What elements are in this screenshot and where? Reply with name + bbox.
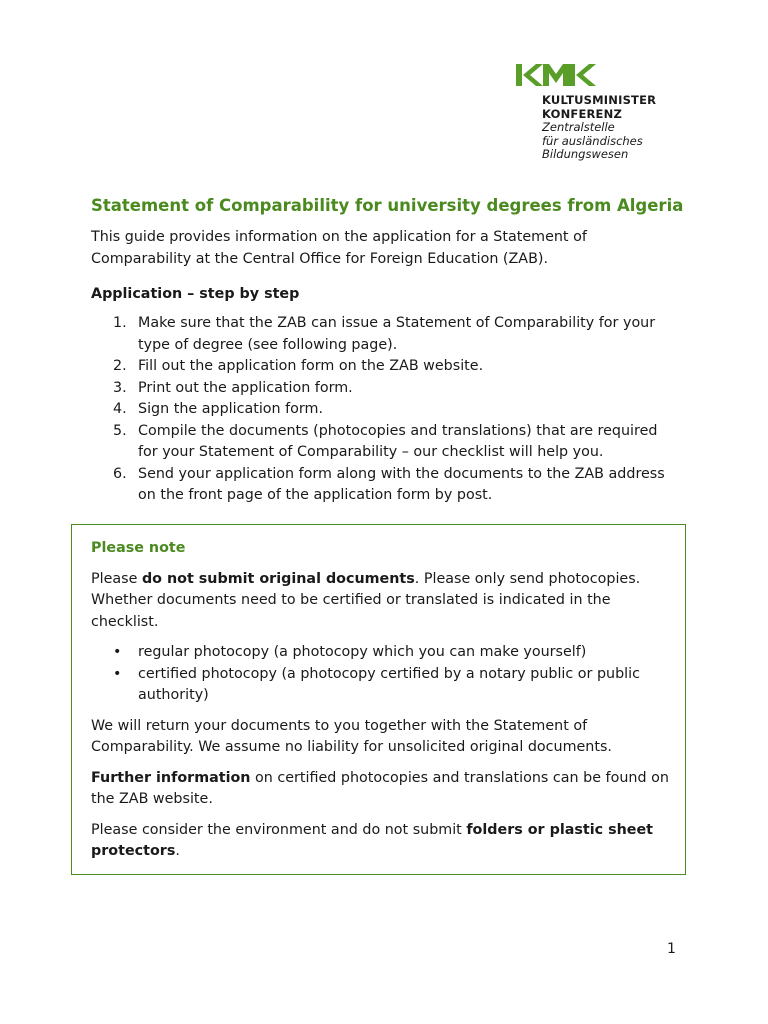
- page-number: 1: [667, 941, 676, 957]
- note-title: Please note: [91, 540, 186, 556]
- note-paragraph-originals: [91, 569, 676, 634]
- list-item: [91, 378, 681, 400]
- note-paragraph-return: We will return your documents to you together with the Statement of Comparability. We assume no liability for unsolicited original documents.: [91, 717, 612, 755]
- note-p3-bold: Further information: [91, 769, 251, 786]
- note-content: [91, 538, 676, 872]
- note-bullet-list: [91, 642, 676, 707]
- bullet-text: certified photocopy (a photocopy certified by a notary public or public authority): [138, 665, 640, 703]
- document-title: Statement of Comparability for university degrees from Algeria: [91, 196, 684, 215]
- step-number: 1.: [113, 315, 127, 331]
- kmk-logo: [516, 64, 657, 161]
- bullet-text: regular photocopy (a photocopy which you can make yourself): [138, 644, 587, 660]
- step-number: 2.: [113, 358, 127, 374]
- note-paragraph-further-info: [91, 768, 676, 811]
- step-text: Sign the application form.: [138, 401, 324, 417]
- step-number: 4.: [113, 401, 127, 417]
- note-p1-bold: do not submit original documents: [141, 570, 415, 587]
- step-text: Send your application form along with the documents to the ZAB address on the front page of the application form by post.: [138, 465, 665, 503]
- list-item: [91, 642, 676, 664]
- logo-line-auslaendisches: für ausländisches: [542, 133, 643, 148]
- please-note-box: [71, 524, 686, 875]
- step-number: 6.: [113, 465, 127, 482]
- logo-line-konferenz: KONFERENZ: [542, 106, 622, 121]
- note-p4-bold: folders or plastic sheet protectors: [91, 821, 653, 859]
- list-item: [91, 399, 681, 421]
- list-item: [91, 664, 676, 707]
- step-text: Fill out the application form on the ZAB website.: [138, 358, 484, 374]
- logo-line-kultusminister: KULTUSMINISTER: [542, 93, 657, 107]
- note-p4-post: .: [175, 843, 180, 859]
- step-text: Compile the documents (photocopies and translations) that are required for your Statement of Comparability – our checklist will help you.: [138, 422, 658, 460]
- kmk-logo-text: [542, 94, 656, 162]
- note-p1-pre: Please: [91, 570, 142, 587]
- note-paragraph-environment: [91, 820, 676, 863]
- bullet-icon: •: [113, 644, 122, 660]
- step-number: 3.: [113, 379, 127, 396]
- logo-line-zentralstelle: Zentralstelle: [542, 120, 615, 134]
- step-number: 5.: [113, 422, 127, 439]
- list-item: [91, 313, 681, 356]
- list-item: [91, 421, 681, 464]
- step-text: Print out the application form.: [138, 379, 353, 396]
- bullet-icon: •: [113, 665, 122, 682]
- steps-list: [91, 313, 681, 507]
- logo-line-bildungswesen: Bildungswesen: [542, 147, 629, 161]
- intro-paragraph: This guide provides information on the application for a Statement of Comparability at the Central Office for Foreign Education (ZAB).: [91, 229, 587, 267]
- note-p4-pre: Please consider the environment and do not submit: [91, 821, 467, 838]
- steps-heading: Application – step by step: [91, 286, 300, 302]
- note-p3-post: on certified photocopies and translations can be found on the ZAB website.: [91, 769, 669, 807]
- step-text: Make sure that the ZAB can issue a Statement of Comparability for your type of degree (see following page).: [138, 315, 656, 353]
- kmk-logo-icon: [516, 64, 596, 90]
- note-p1-post: . Please only send photocopies. Whether documents need to be certified or translated is indicated in the checklist.: [91, 570, 641, 630]
- list-item: [91, 356, 681, 378]
- list-item: [91, 464, 681, 507]
